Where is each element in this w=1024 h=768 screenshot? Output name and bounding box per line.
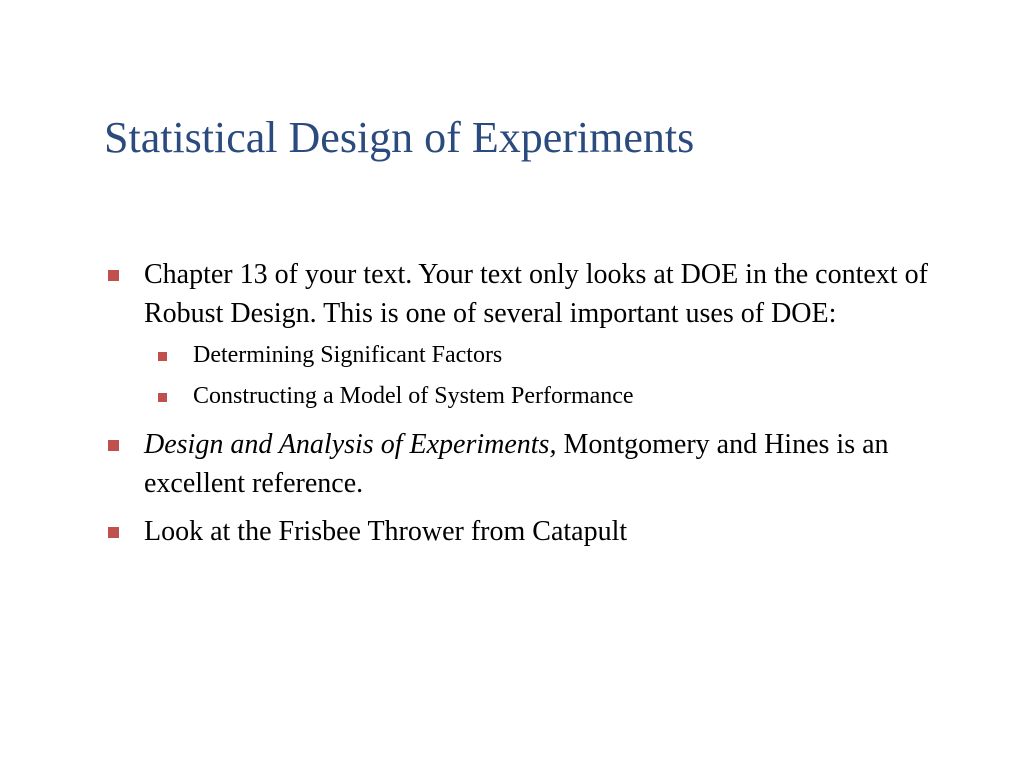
bullet-text: Chapter 13 of your text. Your text only looks at DOE in the context of Robust Design. This is one of several important uses of DOE:: [144, 259, 928, 329]
square-bullet-icon: [108, 527, 119, 538]
square-bullet-icon: [158, 393, 167, 402]
bullet-item: [104, 513, 934, 552]
sub-bullet-item: [144, 336, 934, 375]
sub-bullet-list: [144, 336, 934, 416]
slide-body: [104, 256, 934, 562]
sub-bullet-item: [144, 377, 934, 416]
bullet-text: Montgomery and Hines is an excellent reference.: [144, 429, 889, 499]
square-bullet-icon: [108, 440, 119, 451]
square-bullet-icon: [158, 352, 167, 361]
sub-bullet-text: Constructing a Model of System Performance: [193, 383, 634, 409]
bullet-item: [104, 256, 934, 416]
square-bullet-icon: [108, 270, 119, 281]
bullet-item: [104, 426, 934, 503]
sub-bullet-text: Determining Significant Factors: [193, 342, 503, 368]
book-title: Design and Analysis of Experiments,: [144, 429, 557, 460]
slide-title: Statistical Design of Experiments: [104, 113, 695, 162]
bullet-text: Look at the Frisbee Thrower from Catapult: [144, 516, 628, 547]
bullet-list: [104, 256, 934, 552]
